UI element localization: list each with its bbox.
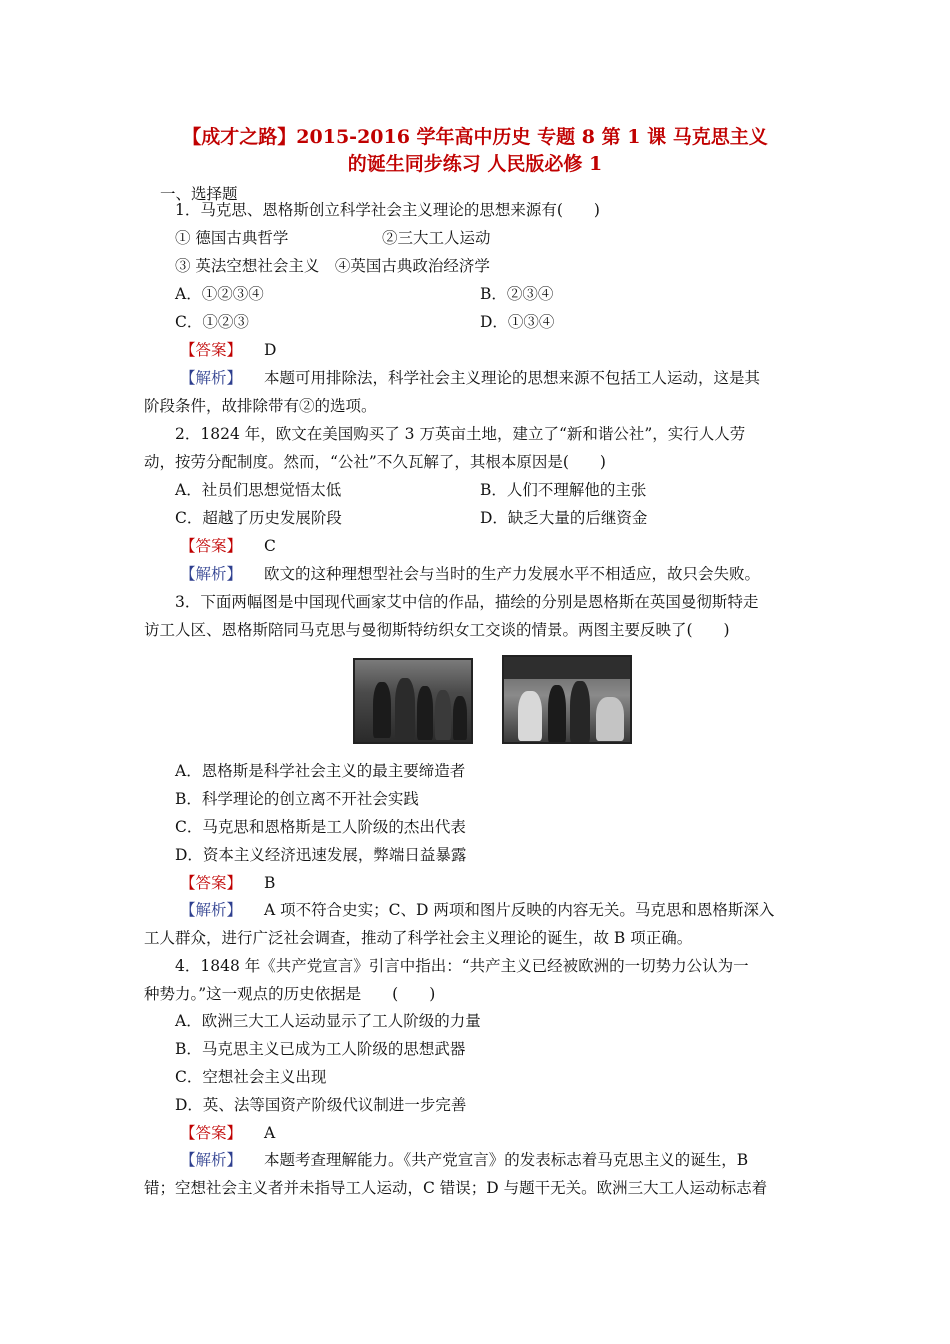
document-title-line-2: 的诞生同步练习 人民版必修 1 bbox=[347, 153, 603, 175]
q2-option-c: C．超越了历史发展阶段 bbox=[175, 509, 342, 527]
q2-option-d: D．缺乏大量的后继资金 bbox=[480, 509, 648, 527]
q2-analysis: 【解析】 欧文的这种理想型社会与当时的生产力发展水平不相适应，故只会失败。 bbox=[180, 565, 761, 583]
marx-engels-with-textile-workers-painting bbox=[502, 655, 632, 744]
answer-label: 【答案】 bbox=[180, 874, 243, 892]
q2-answer-value: C bbox=[264, 537, 276, 555]
q4-option-a: A．欧洲三大工人运动显示了工人阶级的力量 bbox=[175, 1012, 481, 1030]
q4-analysis-line-1: 【解析】 本题考查理解能力。《共产党宣言》的发表标志着马克思主义的诞生，B bbox=[180, 1151, 749, 1169]
q1-option-c: C．①②③ bbox=[175, 313, 249, 331]
q3-stem-line-2: 访工人区、恩格斯陪同马克思与曼彻斯特纺织女工交谈的情景。两图主要反映了( ) bbox=[144, 621, 730, 639]
q2-answer bbox=[180, 535, 276, 557]
q3-stem-line-1: 3．下面两幅图是中国现代画家艾中信的作品，描绘的分别是恩格斯在英国曼彻斯特走 bbox=[175, 593, 759, 611]
section-heading: 一、选择题 bbox=[160, 185, 238, 203]
q1-option-b: B．②③④ bbox=[480, 285, 554, 303]
q4-option-c: C．空想社会主义出现 bbox=[175, 1068, 327, 1086]
analysis-label: 【解析】 bbox=[180, 901, 243, 919]
q4-answer bbox=[180, 1122, 275, 1144]
q1-option-a: A．①②③④ bbox=[175, 285, 264, 303]
analysis-label: 【解析】 bbox=[180, 565, 243, 583]
q2-option-a: A．社员们思想觉悟太低 bbox=[175, 481, 342, 499]
q4-analysis-line-2: 错；空想社会主义者并未指导工人运动，C 错误；D 与题干无关。欧洲三大工人运动标志着 bbox=[144, 1179, 768, 1197]
engels-visiting-workers-painting bbox=[353, 658, 473, 744]
q1-analysis-line-2: 阶段条件，故排除带有②的选项。 bbox=[144, 397, 377, 415]
q1-item-1: ① 德国古典哲学 bbox=[175, 229, 289, 247]
q4-stem-line-2: 种势力。”这一观点的历史依据是 ( ) bbox=[144, 985, 436, 1003]
q1-answer bbox=[180, 339, 276, 361]
q3-option-b: B．科学理论的创立离不开社会实践 bbox=[175, 790, 419, 808]
q3-option-d: D．资本主义经济迅速发展，弊端日益暴露 bbox=[175, 846, 467, 864]
q3-answer-value: B bbox=[264, 874, 276, 892]
q3-analysis-line-2: 工人群众，进行广泛社会调查，推动了科学社会主义理论的诞生，故 B 项正确。 bbox=[144, 929, 693, 947]
q3-option-a: A．恩格斯是科学社会主义的最主要缔造者 bbox=[175, 762, 466, 780]
analysis-label: 【解析】 bbox=[180, 1151, 243, 1169]
q3-analysis-line-1: 【解析】 A 项不符合史实；C、D 两项和图片反映的内容无关。马克思和恩格斯深入 bbox=[180, 901, 775, 919]
q1-item-2: ②三大工人运动 bbox=[382, 229, 491, 247]
q4-answer-value: A bbox=[264, 1124, 276, 1142]
q1-option-d: D．①③④ bbox=[480, 313, 555, 331]
q3-answer bbox=[180, 872, 275, 894]
answer-label: 【答案】 bbox=[180, 537, 243, 555]
q4-option-d: D．英、法等国资产阶级代议制进一步完善 bbox=[175, 1096, 467, 1114]
q2-stem-line-1: 2．1824 年，欧文在美国购买了 3 万英亩土地，建立了“新和谐公社”，实行人人劳 bbox=[175, 425, 746, 443]
document-title-line-1: 【成才之路】2015-2016 学年高中历史 专题 8 第 1 课 马克思主义 bbox=[182, 126, 768, 148]
q3-option-c: C．马克思和恩格斯是工人阶级的杰出代表 bbox=[175, 818, 466, 836]
answer-label: 【答案】 bbox=[180, 341, 243, 359]
q1-item-3: ③ 英法空想社会主义 ④英国古典政治经济学 bbox=[175, 257, 490, 275]
q1-stem: 1．马克思、恩格斯创立科学社会主义理论的思想来源有( ) bbox=[175, 201, 600, 219]
q1-analysis-line-1: 【解析】 本题可用排除法，科学社会主义理论的思想来源不包括工人运动，这是其 bbox=[180, 369, 761, 387]
analysis-label: 【解析】 bbox=[180, 369, 243, 387]
q2-stem-line-2: 动，按劳分配制度。然而，“公社”不久瓦解了，其根本原因是( ) bbox=[144, 453, 606, 471]
answer-label: 【答案】 bbox=[180, 1124, 243, 1142]
q2-option-b: B．人们不理解他的主张 bbox=[480, 481, 647, 499]
q4-option-b: B．马克思主义已成为工人阶级的思想武器 bbox=[175, 1040, 466, 1058]
q1-answer-value: D bbox=[264, 341, 277, 359]
q4-stem-line-1: 4．1848 年《共产党宣言》引言中指出：“共产主义已经被欧洲的一切势力公认为一 bbox=[175, 957, 749, 975]
